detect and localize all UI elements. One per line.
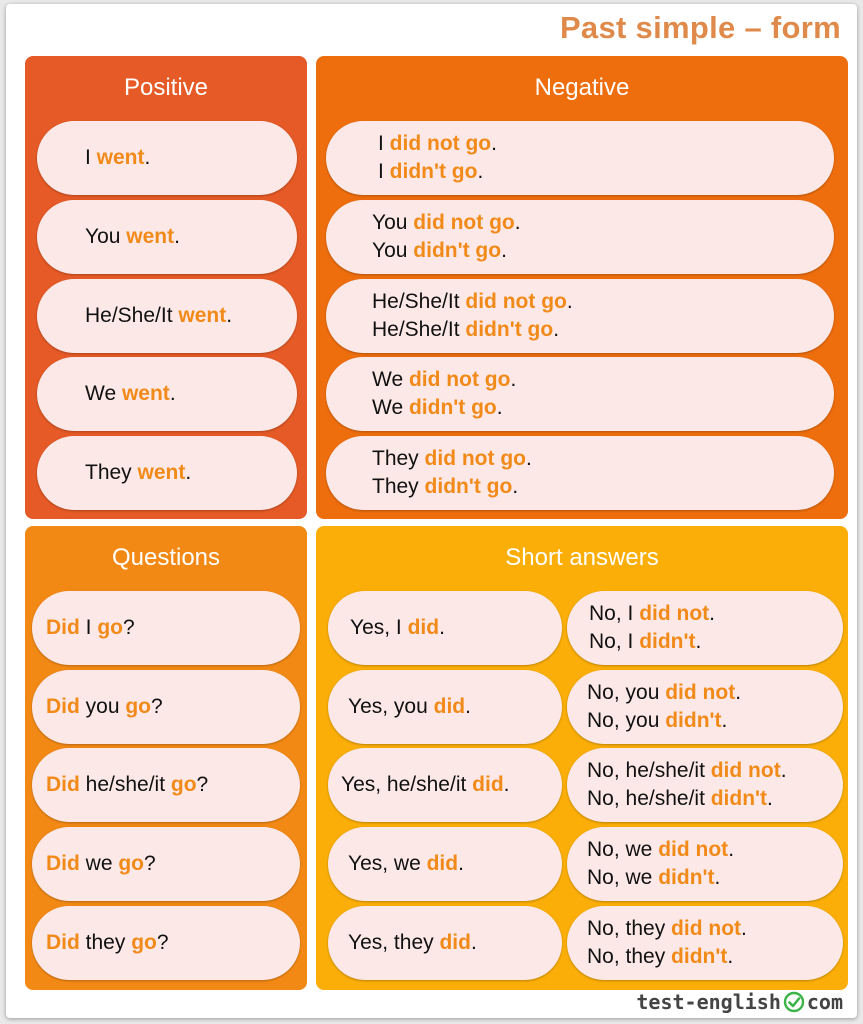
- negative-full-line: [372, 209, 834, 237]
- subject-text: You: [372, 239, 414, 262]
- punctuation: .: [714, 866, 721, 889]
- yes-line: [348, 850, 562, 878]
- punctuation: .: [465, 695, 471, 718]
- questions-heading: Questions: [111, 544, 221, 571]
- subject-text: He/She/It: [372, 318, 466, 341]
- verb-highlight: go: [131, 931, 157, 954]
- no-short-line: [587, 864, 843, 892]
- positive-sentence: [37, 200, 297, 274]
- punctuation: .: [727, 945, 734, 968]
- no-full-line: [587, 757, 843, 785]
- negative-heading: Negative: [534, 74, 630, 101]
- no-short-highlight: didn't: [658, 866, 715, 889]
- aux-highlight: did: [439, 931, 471, 954]
- no-full-line: [589, 600, 843, 628]
- punctuation: .: [226, 304, 233, 327]
- question-line: [46, 771, 300, 799]
- punctuation: .: [174, 225, 180, 248]
- no-text: No, we: [587, 838, 659, 861]
- short-answer-no: [567, 906, 843, 980]
- punctuation: .: [553, 318, 560, 341]
- negative-full-line: [372, 288, 834, 316]
- negative-short-line: [372, 237, 834, 265]
- no-text: No, you: [587, 709, 666, 732]
- aux-highlight: Did: [46, 931, 80, 954]
- subject-text: They: [372, 475, 425, 498]
- aux-highlight: Did: [46, 695, 80, 718]
- question-sentence: [32, 670, 300, 744]
- no-full-highlight: did not: [710, 759, 781, 782]
- short-answer-no: [567, 827, 843, 901]
- question-sentence: [32, 591, 300, 665]
- no-short-line: [587, 707, 843, 735]
- negative-full-highlight: did not go: [389, 132, 492, 155]
- no-short-highlight: didn't: [671, 945, 728, 968]
- subject-text: You: [85, 225, 127, 248]
- no-short-highlight: didn't: [665, 709, 722, 732]
- verb-highlight: go: [125, 695, 152, 718]
- punctuation: .: [458, 852, 464, 875]
- brand-tld: com: [806, 990, 843, 1014]
- punctuation: .: [780, 759, 787, 782]
- punctuation: .: [695, 630, 702, 653]
- verb-highlight: go: [97, 616, 123, 639]
- positive-line: [85, 144, 297, 172]
- positive-heading: Positive: [123, 74, 209, 101]
- short-answers-heading: Short answers: [505, 544, 659, 571]
- punctuation: ?: [196, 773, 209, 796]
- negative-short-line: [372, 394, 834, 422]
- verb-highlight: go: [170, 773, 197, 796]
- verb-highlight: went: [178, 304, 227, 327]
- short-answer-yes: [328, 591, 562, 665]
- verb-highlight: went: [121, 382, 170, 405]
- negative-full-line: [372, 445, 834, 473]
- no-text: No, he/she/it: [587, 759, 711, 782]
- yes-line: [350, 614, 562, 642]
- aux-highlight: did: [426, 852, 459, 875]
- aux-highlight: did: [433, 695, 466, 718]
- punctuation: .: [566, 290, 573, 313]
- punctuation: .: [169, 382, 176, 405]
- punctuation: .: [512, 475, 519, 498]
- subject-text: He/She/It: [85, 304, 179, 327]
- subject-text: he/she/it: [79, 773, 171, 796]
- yes-text: Yes, they: [348, 931, 440, 954]
- brand-name: test-english: [636, 990, 781, 1014]
- positive-sentence: [37, 357, 297, 431]
- punctuation: .: [526, 447, 532, 470]
- subject-text: He/She/It: [372, 290, 466, 313]
- punctuation: .: [510, 368, 517, 391]
- punctuation: ?: [144, 852, 156, 875]
- negative-full-highlight: did not go: [465, 290, 567, 313]
- subject-text: I: [79, 616, 98, 639]
- page-title: Past simple – form: [559, 10, 841, 45]
- negative-short-highlight: didn't go: [408, 396, 497, 419]
- subject-text: they: [79, 931, 132, 954]
- punctuation: .: [721, 709, 728, 732]
- negative-full-highlight: did not go: [424, 447, 526, 470]
- negative-short-line: [378, 158, 834, 186]
- verb-highlight: went: [137, 461, 186, 484]
- subject-text: You: [372, 211, 414, 234]
- negative-sentence: [326, 121, 834, 195]
- punctuation: .: [439, 616, 445, 639]
- no-short-highlight: didn't: [639, 630, 696, 653]
- yes-text: Yes, I: [350, 616, 408, 639]
- no-full-line: [587, 836, 843, 864]
- negative-sentence: [326, 279, 834, 353]
- question-sentence: [32, 748, 300, 822]
- no-full-highlight: did not: [665, 681, 736, 704]
- no-full-line: [587, 679, 843, 707]
- punctuation: .: [728, 838, 735, 861]
- punctuation: .: [767, 787, 773, 810]
- short-answer-no: [567, 591, 843, 665]
- positive-line: [85, 459, 297, 487]
- short-answer-no: [567, 670, 843, 744]
- negative-full-highlight: did not go: [408, 368, 511, 391]
- no-text: No, he/she/it: [587, 787, 711, 810]
- yes-line: [341, 771, 562, 799]
- question-line: [46, 614, 300, 642]
- subject-text: we: [79, 852, 119, 875]
- subject-text: They: [372, 447, 425, 470]
- punctuation: .: [470, 931, 477, 954]
- positive-line: [85, 302, 297, 330]
- question-line: [46, 693, 300, 721]
- check-circle-icon: [783, 991, 805, 1013]
- punctuation: .: [477, 160, 484, 183]
- short-answer-yes: [328, 748, 562, 822]
- negative-short-highlight: didn't go: [424, 475, 513, 498]
- negative-short-highlight: didn't go: [389, 160, 478, 183]
- question-sentence: [32, 827, 300, 901]
- punctuation: .: [491, 132, 497, 155]
- no-short-highlight: didn't: [710, 787, 768, 810]
- yes-text: Yes, he/she/it: [341, 773, 473, 796]
- no-full-highlight: did not: [658, 838, 729, 861]
- punctuation: .: [514, 211, 521, 234]
- negative-short-line: [372, 473, 834, 501]
- short-answer-yes: [328, 827, 562, 901]
- no-short-line: [587, 943, 843, 971]
- question-line: [46, 929, 300, 957]
- no-text: No, you: [587, 681, 666, 704]
- positive-sentence: [37, 436, 297, 510]
- aux-highlight: Did: [46, 616, 80, 639]
- positive-line: [85, 380, 297, 408]
- yes-text: Yes, we: [348, 852, 427, 875]
- subject-text: We: [372, 396, 409, 419]
- verb-highlight: went: [126, 225, 175, 248]
- negative-full-highlight: did not go: [413, 211, 515, 234]
- subject-text: We: [85, 382, 122, 405]
- short-answer-no: [567, 748, 843, 822]
- verb-highlight: go: [118, 852, 144, 875]
- positive-sentence: [37, 279, 297, 353]
- subject-text: I: [378, 132, 390, 155]
- subject-text: you: [79, 695, 126, 718]
- no-text: No, they: [587, 945, 672, 968]
- brand-logo[interactable]: [636, 990, 843, 1014]
- punctuation: .: [735, 681, 742, 704]
- short-answer-yes: [328, 670, 562, 744]
- aux-highlight: did: [472, 773, 504, 796]
- yes-line: [348, 929, 562, 957]
- verb-highlight: went: [96, 146, 145, 169]
- short-answer-yes: [328, 906, 562, 980]
- no-text: No, I: [589, 630, 640, 653]
- punctuation: .: [144, 146, 151, 169]
- no-full-highlight: did not: [639, 602, 710, 625]
- positive-sentence: [37, 121, 297, 195]
- no-full-line: [587, 915, 843, 943]
- subject-text: They: [85, 461, 138, 484]
- negative-sentence: [326, 200, 834, 274]
- no-short-line: [589, 628, 843, 656]
- no-short-line: [587, 785, 843, 813]
- subject-text: I: [85, 146, 97, 169]
- subject-text: We: [372, 368, 409, 391]
- no-text: No, I: [589, 602, 640, 625]
- question-sentence: [32, 906, 300, 980]
- positive-line: [85, 223, 297, 251]
- yes-line: [348, 693, 562, 721]
- aux-highlight: Did: [46, 852, 80, 875]
- punctuation: ?: [156, 931, 169, 954]
- aux-highlight: Did: [46, 773, 80, 796]
- yes-text: Yes, you: [348, 695, 434, 718]
- negative-full-line: [378, 130, 834, 158]
- punctuation: .: [741, 917, 747, 940]
- punctuation: .: [496, 396, 503, 419]
- subject-text: I: [378, 160, 390, 183]
- negative-short-highlight: didn't go: [465, 318, 554, 341]
- no-text: No, we: [587, 866, 659, 889]
- negative-sentence: [326, 436, 834, 510]
- negative-short-highlight: didn't go: [413, 239, 502, 262]
- negative-sentence: [326, 357, 834, 431]
- punctuation: ?: [151, 695, 163, 718]
- punctuation: .: [709, 602, 716, 625]
- aux-highlight: did: [407, 616, 440, 639]
- no-full-highlight: did not: [671, 917, 742, 940]
- punctuation: ?: [123, 616, 135, 639]
- punctuation: .: [501, 239, 507, 262]
- punctuation: .: [185, 461, 192, 484]
- negative-short-line: [372, 316, 834, 344]
- no-text: No, they: [587, 917, 672, 940]
- negative-full-line: [372, 366, 834, 394]
- question-line: [46, 850, 300, 878]
- punctuation: .: [503, 773, 510, 796]
